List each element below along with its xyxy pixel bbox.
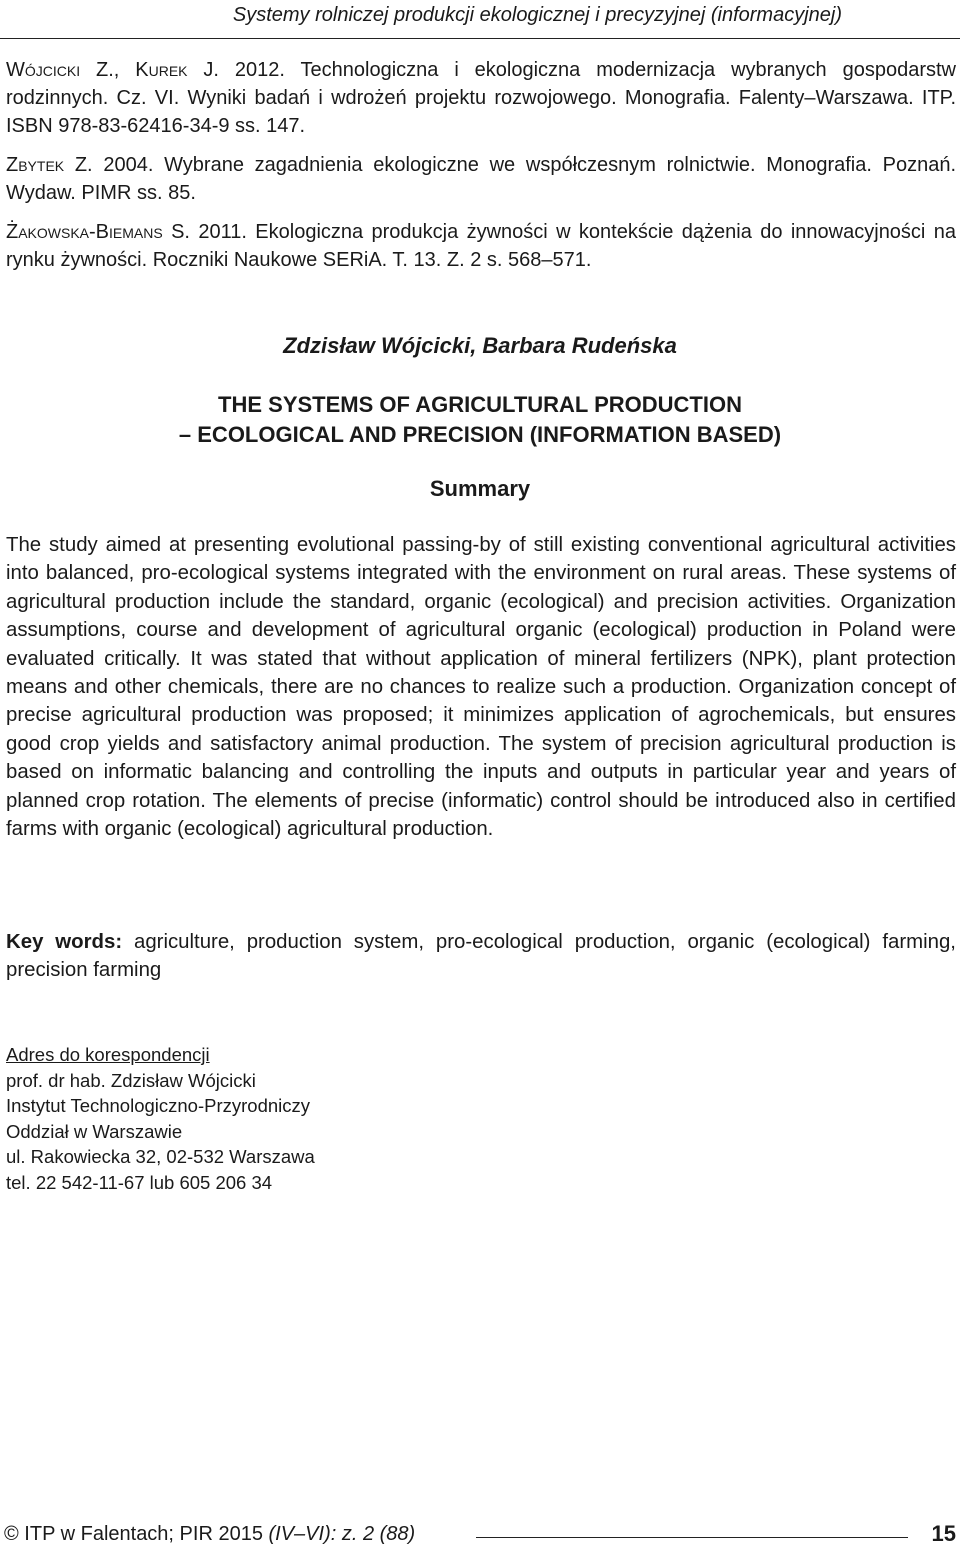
page-number: 15 — [931, 1521, 956, 1546]
header-rule — [0, 38, 960, 39]
reference-item — [6, 151, 956, 207]
reference-text: 2012. Technologiczna i ekologiczna modernizacja wybranych gospodarstw rodzinnych. Cz. VI. Wyniki badań i wdrożeń projektu rozwojowego. Monografia. Falenty–Warszawa. ITP. ISBN 978-83-62416-34-9 ss. 147. — [6, 59, 957, 137]
article-authors: Zdzisław Wójcicki, Barbara Rudeńska — [283, 333, 677, 358]
correspondence-address — [6, 1042, 315, 1195]
running-header — [0, 4, 960, 34]
reference-author: Wójcicki Z., Kurek J. — [6, 59, 219, 81]
address-line: tel. 22 542-11-67 lub 605 206 34 — [6, 1171, 273, 1193]
correspondence-heading: Adres do korespondencji — [6, 1044, 210, 1065]
english-title-line: – ECOLOGICAL AND PRECISION (INFORMATION BASED) — [178, 422, 782, 447]
reference-item — [6, 218, 956, 274]
address-line: ul. Rakowiecka 32, 02-532 Warszawa — [6, 1146, 315, 1167]
footer-rule — [476, 1537, 908, 1538]
footer-citation — [4, 1523, 415, 1546]
running-header-title: Systemy rolniczej produkcji ekologicznej i precyzyjnej (informacyjnej) — [232, 4, 842, 26]
address-line: Instytut Technologiczno-Przyrodniczy — [6, 1095, 311, 1116]
reference-author: Zbytek Z. — [6, 154, 93, 176]
page-footer — [4, 1523, 956, 1553]
reference-item — [6, 56, 956, 140]
keywords — [6, 928, 956, 985]
footer-issue: (IV–VI): z. 2 (88) — [268, 1523, 416, 1545]
english-title-line: THE SYSTEMS OF AGRICULTURAL PRODUCTION — [218, 392, 742, 417]
reference-author: Żakowska-Biemans S. — [6, 221, 190, 243]
reference-list — [6, 56, 956, 285]
reference-text: 2004. Wybrane zagadnienia ekologiczne we współczesnym rolnictwie. Monografia. Poznań. Wydaw. PIMR ss. 85. — [6, 154, 957, 204]
summary-text: The study aimed at presenting evolutional passing-by of still existing conventional agricultural activities into balanced, pro-ecological systems integrated with the environment on rural areas. These systems of agricultural production include the standard, organic (ecological) and precision activities. Organization assumptions, course and development of agricultural organic (ecological) production in Poland were evaluated critically. It was stated that without application of mineral fertilizers (NPK), plant protection means and other chemicals, there are no chances to realize such a production. Organization concept of precise agricultural production was proposed; it minimizes application of agrochemicals, but ensures good crop yields and satisfactory animal production. The system of precision agricultural production is based on informatic balancing and controlling the inputs and outputs in particular year and years of planned crop rotation. The elements of precise (informatic) control should be introduced also in certified farms with organic (ecological) agricultural production. — [6, 534, 956, 841]
summary-heading: Summary — [429, 476, 531, 501]
address-line: prof. dr hab. Zdzisław Wójcicki — [6, 1069, 256, 1091]
footer-journal: © ITP w Falentach; PIR 2015 — [4, 1523, 269, 1545]
keywords-label: Key words: — [6, 931, 123, 953]
keywords-text: agriculture, production system, pro-ecological production, organic (ecological) farming, precision farming — [6, 931, 956, 982]
address-line: Oddział w Warszawie — [6, 1120, 183, 1142]
reference-text: 2011. Ekologiczna produkcja żywności w kontekście dążenia do innowacyjności na rynku żywności. Roczniki Naukowe SERiA. T. 13. Z. 2 s. 568–571. — [6, 221, 957, 271]
english-title — [0, 390, 960, 450]
